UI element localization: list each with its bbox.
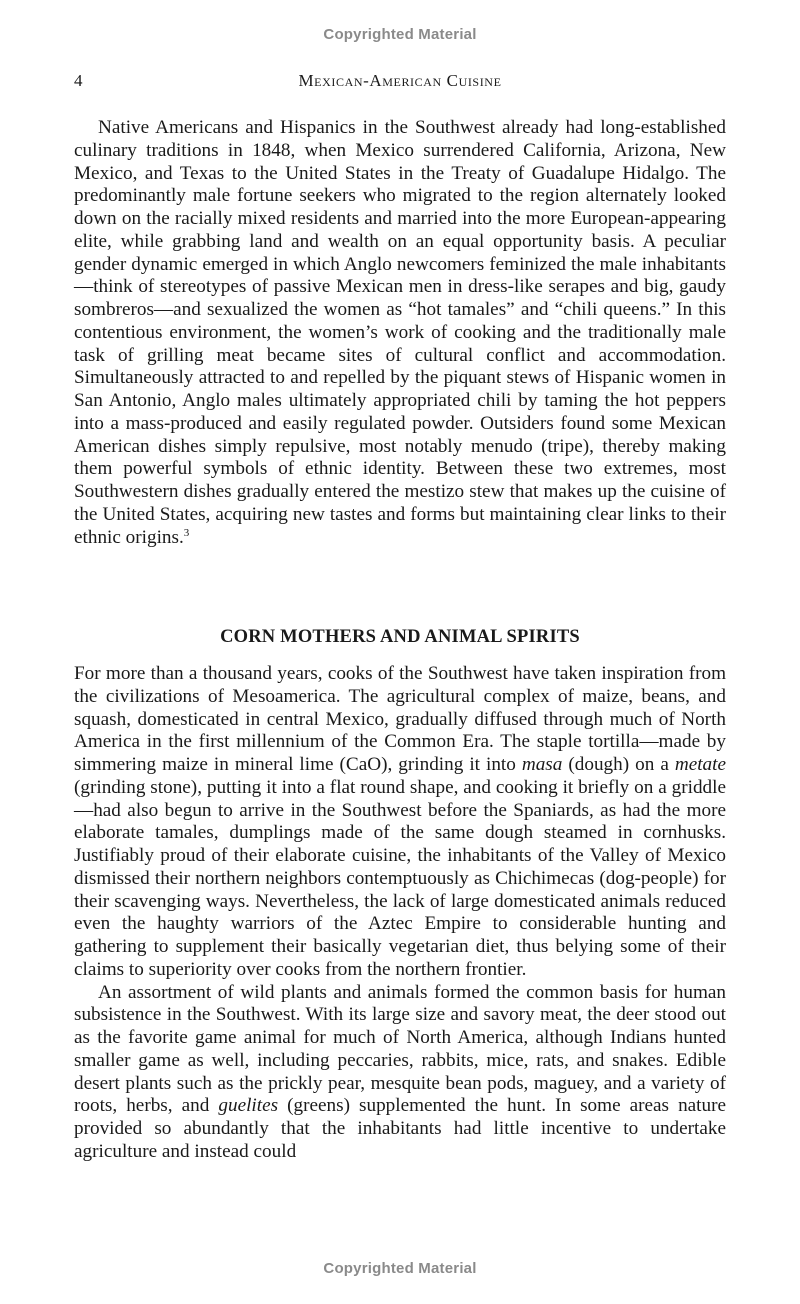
paragraph-text: (greens) supplemented the hunt. In some areas nature provided so abundantly that the inhabitants had little incentive to undertake agriculture and instead could	[74, 1095, 727, 1162]
footnote-reference: 3	[183, 526, 190, 539]
paragraph	[74, 663, 726, 982]
paragraph-text: (grinding stone), putting it into a flat round shape, and cooking it briefly on a griddle—had also begun to arrive in the Southwest before the Spaniards, as had the more elaborate tamales, dumplings made of the same dough steamed in cornhusks. Justifiably proud of their elaborate cuisine, the inhabitants of the Valley of Mexico dismissed their northern neighbors contemptuously as Chichimecas (dog-people) for their scavenging ways. Nevertheless, the lack of large domesticated animals reduced even the haughty warriors of the Aztec Empire to considerable hunting and gathering to supplement their basically vegetarian diet, thus belying some of their claims to superiority over cooks from the northern frontier.	[74, 776, 726, 980]
italic-term: guelites	[218, 1095, 279, 1117]
paragraph-text: An assortment of wild plants and animals formed the common basis for human subsistence in the Southwest. With its large size and savory meat, the deer stood out as the favorite game animal for much of North America, although Indians hunted smaller game as well, including peccaries, rabbits, mice, rats, and snakes. Edible desert plants such as the prickly pear, mesquite bean pods, maguey, and a variety of roots, herbs, and	[74, 981, 726, 1117]
italic-term: metate	[674, 754, 726, 775]
copyright-watermark-bottom: Copyrighted Material	[323, 1260, 477, 1277]
body-text-section-1	[74, 117, 726, 549]
paragraph	[74, 117, 726, 549]
paragraph-text: (dough) on a	[562, 754, 675, 775]
italic-term: masa	[521, 754, 563, 775]
body-text-section-2	[74, 663, 726, 1164]
paragraph-text: Native Americans and Hispanics in the Southwest already had long-established culinary traditions in 1848, when Mexico surrendered California, Arizona, New Mexico, and Texas to the United States in the Treaty of Guadalupe Hidalgo. The predominantly male fortune seekers who migrated to the region alternately looked down on the racially mixed residents and married into the more European-appearing elite, while grabbing land and wealth on an equal opportunity basis. A peculiar gender dynamic emerged in which Anglo newcomers feminized the male inhabitants—think of stereotypes of passive Mexican men in dress-like serapes and big, gaudy sombreros—and sexualized the women as “hot tamales” and “chili queens.” In this contentious environment, the women’s work of cooking and the traditionally male task of grilling meat became sites of cultural conflict and accommodation. Simultaneously attracted to and repelled by the piquant stews of Hispanic women in San Antonio, Anglo males ultimately appropriated chili by taming the hot peppers into a mass-produced and easily regulated powder. Outsiders found some Mexican American dishes simply repulsive, most notably menudo (tripe), thereby making them powerful symbols of ethnic identity. Between these two extremes, most Southwestern dishes gradually entered the mestizo stew that makes up the cuisine of the United States, acquiring new tastes and forms but maintaining clear links to their ethnic origins.	[74, 117, 726, 548]
copyright-watermark-top: Copyrighted Material	[323, 26, 477, 43]
page-number: 4	[74, 71, 83, 90]
running-header	[74, 71, 726, 93]
paragraph-text: For more than a thousand years, cooks of the Southwest have taken inspiration from the civilizations of Mesoamerica. The agricultural complex of maize, beans, and squash, domesticated in central Mexico, gradually diffused through much of North America in the first millennium of the Common Era. The staple tortilla—made by simmering maize in mineral lime (CaO), grinding it into	[74, 663, 726, 775]
running-title: Mexican-American Cuisine	[298, 71, 502, 90]
section-heading: CORN MOTHERS AND ANIMAL SPIRITS	[220, 627, 580, 647]
paragraph	[74, 982, 726, 1164]
